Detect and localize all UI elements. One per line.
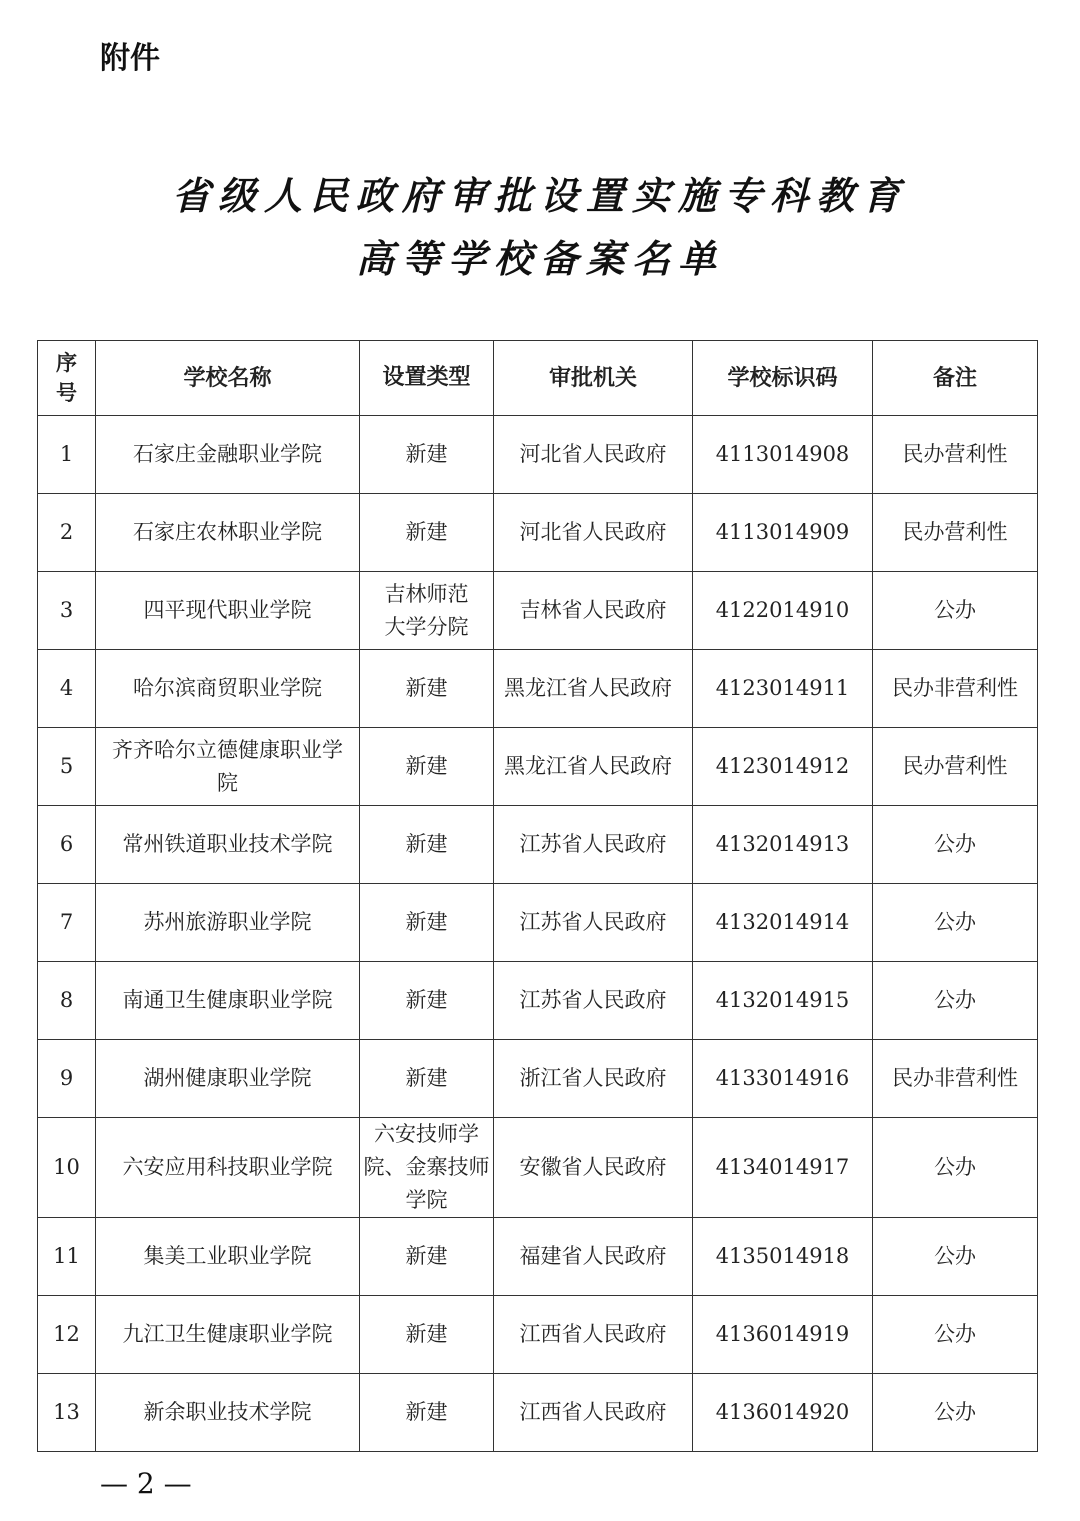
cell-school-name: 湖州健康职业学院 bbox=[96, 1040, 360, 1118]
cell-approval-authority: 江西省人民政府 bbox=[494, 1296, 693, 1374]
col-header-index: 序号 bbox=[38, 341, 96, 416]
cell-remarks: 民办营利性 bbox=[873, 494, 1038, 572]
table-row bbox=[38, 416, 1038, 494]
cell-school-name: 石家庄金融职业学院 bbox=[96, 416, 360, 494]
cell-remarks: 公办 bbox=[873, 884, 1038, 962]
table-row bbox=[38, 962, 1038, 1040]
cell-school-code: 4136014920 bbox=[693, 1374, 873, 1452]
cell-setup-type: 吉林师范大学分院 bbox=[360, 572, 494, 650]
table-row bbox=[38, 884, 1038, 962]
cell-school-code: 4132014913 bbox=[693, 806, 873, 884]
cell-school-name: 九江卫生健康职业学院 bbox=[96, 1296, 360, 1374]
cell-index: 5 bbox=[38, 728, 96, 806]
cell-remarks: 民办非营利性 bbox=[873, 650, 1038, 728]
cell-school-name: 四平现代职业学院 bbox=[96, 572, 360, 650]
cell-setup-type: 新建 bbox=[360, 1296, 494, 1374]
school-roster-table bbox=[37, 340, 1038, 1452]
cell-remarks: 民办非营利性 bbox=[873, 1040, 1038, 1118]
cell-approval-authority: 江苏省人民政府 bbox=[494, 806, 693, 884]
table-row bbox=[38, 1296, 1038, 1374]
table-row bbox=[38, 1040, 1038, 1118]
cell-remarks: 公办 bbox=[873, 962, 1038, 1040]
col-header-school-name: 学校名称 bbox=[96, 341, 360, 416]
cell-index: 7 bbox=[38, 884, 96, 962]
cell-setup-type: 新建 bbox=[360, 416, 494, 494]
cell-remarks: 公办 bbox=[873, 1374, 1038, 1452]
cell-school-code: 4123014911 bbox=[693, 650, 873, 728]
cell-approval-authority: 江苏省人民政府 bbox=[494, 884, 693, 962]
cell-approval-authority: 安徽省人民政府 bbox=[494, 1118, 693, 1218]
cell-school-code: 4133014916 bbox=[693, 1040, 873, 1118]
cell-school-name: 常州铁道职业技术学院 bbox=[96, 806, 360, 884]
cell-setup-type: 新建 bbox=[360, 650, 494, 728]
table-row bbox=[38, 572, 1038, 650]
cell-remarks: 公办 bbox=[873, 572, 1038, 650]
cell-index: 6 bbox=[38, 806, 96, 884]
cell-school-code: 4113014908 bbox=[693, 416, 873, 494]
col-header-setup-type: 设置类型 bbox=[360, 341, 494, 416]
cell-index: 4 bbox=[38, 650, 96, 728]
cell-school-code: 4122014910 bbox=[693, 572, 873, 650]
cell-approval-authority: 河北省人民政府 bbox=[494, 416, 693, 494]
table-row bbox=[38, 494, 1038, 572]
col-header-remarks: 备注 bbox=[873, 341, 1038, 416]
cell-index: 3 bbox=[38, 572, 96, 650]
table-row bbox=[38, 1218, 1038, 1296]
cell-school-name: 南通卫生健康职业学院 bbox=[96, 962, 360, 1040]
cell-remarks: 公办 bbox=[873, 1296, 1038, 1374]
cell-school-code: 4132014915 bbox=[693, 962, 873, 1040]
cell-school-code: 4132014914 bbox=[693, 884, 873, 962]
cell-setup-type: 六安技师学院、金寨技师学院 bbox=[360, 1118, 494, 1218]
table-row bbox=[38, 1118, 1038, 1218]
cell-remarks: 公办 bbox=[873, 1218, 1038, 1296]
cell-school-name: 集美工业职业学院 bbox=[96, 1218, 360, 1296]
cell-approval-authority: 黑龙江省人民政府 bbox=[494, 650, 693, 728]
cell-setup-type: 新建 bbox=[360, 806, 494, 884]
table-body bbox=[38, 416, 1038, 1452]
cell-approval-authority: 黑龙江省人民政府 bbox=[494, 728, 693, 806]
cell-index: 11 bbox=[38, 1218, 96, 1296]
cell-setup-type: 新建 bbox=[360, 962, 494, 1040]
cell-approval-authority: 吉林省人民政府 bbox=[494, 572, 693, 650]
cell-school-code: 4135014918 bbox=[693, 1218, 873, 1296]
cell-setup-type: 新建 bbox=[360, 1374, 494, 1452]
cell-school-code: 4134014917 bbox=[693, 1118, 873, 1218]
cell-school-code: 4113014909 bbox=[693, 494, 873, 572]
cell-setup-type: 新建 bbox=[360, 494, 494, 572]
cell-school-name: 六安应用科技职业学院 bbox=[96, 1118, 360, 1218]
cell-setup-type: 新建 bbox=[360, 1218, 494, 1296]
cell-school-code: 4123014912 bbox=[693, 728, 873, 806]
cell-setup-type: 新建 bbox=[360, 728, 494, 806]
cell-index: 13 bbox=[38, 1374, 96, 1452]
cell-school-name: 哈尔滨商贸职业学院 bbox=[96, 650, 360, 728]
cell-remarks: 公办 bbox=[873, 806, 1038, 884]
cell-approval-authority: 江西省人民政府 bbox=[494, 1374, 693, 1452]
cell-school-name: 新余职业技术学院 bbox=[96, 1374, 360, 1452]
cell-setup-type: 新建 bbox=[360, 1040, 494, 1118]
cell-school-code: 4136014919 bbox=[693, 1296, 873, 1374]
cell-index: 8 bbox=[38, 962, 96, 1040]
document-title-line-2: 高等学校备案名单 bbox=[355, 236, 724, 281]
cell-index: 12 bbox=[38, 1296, 96, 1374]
cell-remarks: 公办 bbox=[873, 1118, 1038, 1218]
table-header-row bbox=[38, 341, 1038, 416]
page-number: — 2 — bbox=[100, 1467, 192, 1500]
cell-setup-type: 新建 bbox=[360, 884, 494, 962]
col-header-approval-authority: 审批机关 bbox=[494, 341, 693, 416]
table-row bbox=[38, 1374, 1038, 1452]
table-row bbox=[38, 728, 1038, 806]
cell-approval-authority: 福建省人民政府 bbox=[494, 1218, 693, 1296]
cell-index: 2 bbox=[38, 494, 96, 572]
document-title-line-1: 省级人民政府审批设置实施专科教育 bbox=[171, 173, 908, 218]
cell-index: 10 bbox=[38, 1118, 96, 1218]
col-header-school-code: 学校标识码 bbox=[693, 341, 873, 416]
cell-school-name: 齐齐哈尔立德健康职业学院 bbox=[96, 728, 360, 806]
cell-remarks: 民办营利性 bbox=[873, 728, 1038, 806]
cell-school-name: 石家庄农林职业学院 bbox=[96, 494, 360, 572]
cell-approval-authority: 河北省人民政府 bbox=[494, 494, 693, 572]
cell-school-name: 苏州旅游职业学院 bbox=[96, 884, 360, 962]
cell-index: 9 bbox=[38, 1040, 96, 1118]
cell-approval-authority: 浙江省人民政府 bbox=[494, 1040, 693, 1118]
table-row bbox=[38, 650, 1038, 728]
cell-remarks: 民办营利性 bbox=[873, 416, 1038, 494]
cell-index: 1 bbox=[38, 416, 96, 494]
attachment-label: 附件 bbox=[100, 41, 160, 76]
cell-approval-authority: 江苏省人民政府 bbox=[494, 962, 693, 1040]
table-row bbox=[38, 806, 1038, 884]
